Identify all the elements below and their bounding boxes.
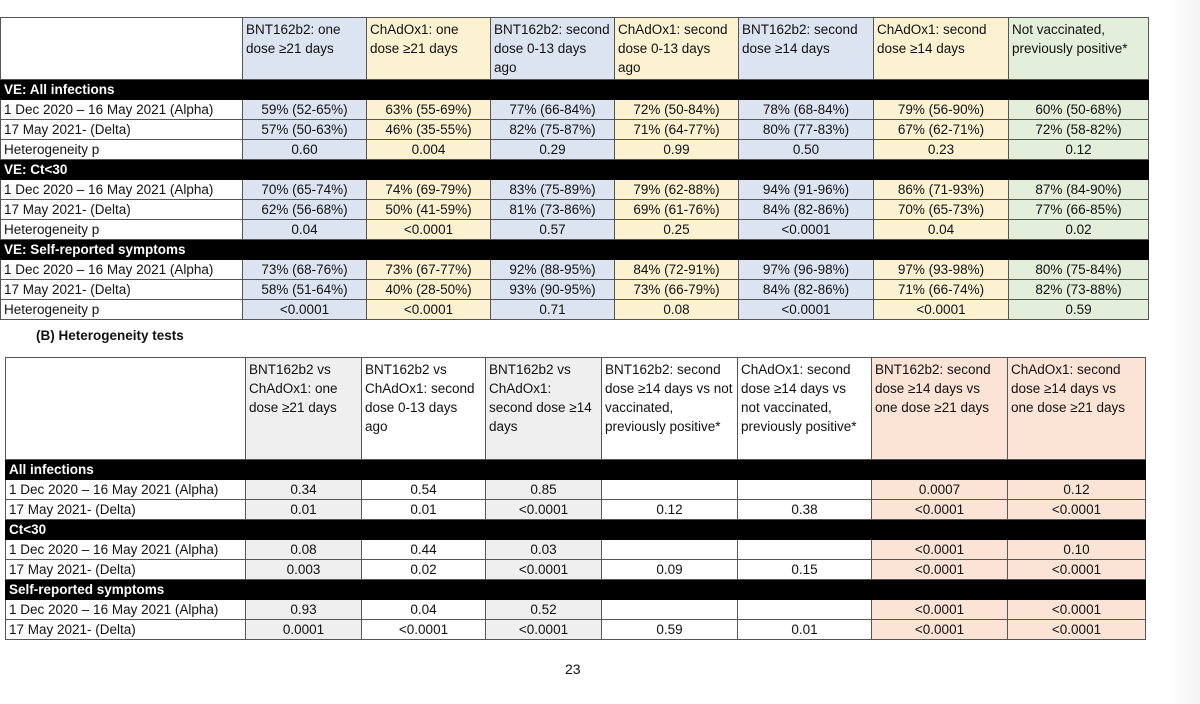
table-a-cell: 0.99 (615, 140, 739, 160)
table-b-column-header: ChAdOx1: second dose ≥14 days vs one dose ≥21 days (1008, 358, 1146, 460)
table-a-column-header: BNT162b2: second dose 0-13 days ago (491, 18, 615, 80)
table-a-row-label: Heterogeneity p (1, 300, 243, 320)
table-a-cell: 97% (96-98%) (739, 260, 874, 280)
table-a-section-title: VE: Ct<30 (1, 160, 1149, 180)
table-a-cell: 57% (50-63%) (243, 120, 367, 140)
table-a-cell: 40% (28-50%) (367, 280, 491, 300)
table-b-row-label: 17 May 2021- (Delta) (6, 560, 246, 580)
table-a-cell: 73% (66-79%) (615, 280, 739, 300)
table-b-cell: <0.0001 (872, 560, 1008, 580)
table-a-cell: 86% (71-93%) (874, 180, 1009, 200)
table-a-body (1, 18, 1149, 320)
table-b-cell: 0.0001 (246, 620, 362, 640)
table-a-cell: 83% (75-89%) (491, 180, 615, 200)
table-b-cell: <0.0001 (486, 620, 602, 640)
table-b-cell: 0.12 (1008, 480, 1146, 500)
table-a-cell: 73% (67-77%) (367, 260, 491, 280)
table-b-cell: 0.04 (362, 600, 486, 620)
table-a-row-label: 17 May 2021- (Delta) (1, 200, 243, 220)
table-b-cell: <0.0001 (362, 620, 486, 640)
table-a-section-row (1, 160, 1149, 180)
table-b-row-label: 1 Dec 2020 – 16 May 2021 (Alpha) (6, 480, 246, 500)
table-a-cell: 70% (65-73%) (874, 200, 1009, 220)
table-a-row-label: 1 Dec 2020 – 16 May 2021 (Alpha) (1, 260, 243, 280)
table-b-row-label: 1 Dec 2020 – 16 May 2021 (Alpha) (6, 540, 246, 560)
table-a-cell: 94% (91-96%) (739, 180, 874, 200)
table-a-header-row (1, 18, 1149, 80)
table-b-cell: 0.12 (602, 500, 738, 520)
table-a-cell: 77% (66-84%) (491, 100, 615, 120)
table-b-cell: 0.15 (738, 560, 872, 580)
table-b-section-title: Ct<30 (6, 520, 1146, 540)
table-a-cell: 82% (75-87%) (491, 120, 615, 140)
table-b-cell: 0.09 (602, 560, 738, 580)
table-a-cell: 0.29 (491, 140, 615, 160)
table-b-data-row (6, 600, 1146, 620)
table-a-column-header: BNT162b2: one dose ≥21 days (243, 18, 367, 80)
table-a-cell: 0.02 (1009, 220, 1149, 240)
table-a-column-header: ChAdOx1: second dose ≥14 days (874, 18, 1009, 80)
table-a-column-header: Not vaccinated, previously positive* (1009, 18, 1149, 80)
table-a-column-header: ChAdOx1: second dose 0-13 days ago (615, 18, 739, 80)
page-number: 23 (565, 661, 581, 677)
table-a-cell: 84% (82-86%) (739, 280, 874, 300)
table-a-cell: 77% (66-85%) (1009, 200, 1149, 220)
table-a-cell: 74% (69-79%) (367, 180, 491, 200)
table-a-row-label: 1 Dec 2020 – 16 May 2021 (Alpha) (1, 180, 243, 200)
table-b-cell: 0.08 (246, 540, 362, 560)
table-a-row-label: Heterogeneity p (1, 220, 243, 240)
table-b-cell: 0.54 (362, 480, 486, 500)
table-a-cell: 80% (77-83%) (739, 120, 874, 140)
table-b-section-title: All infections (6, 460, 1146, 480)
table-a-cell: 0.23 (874, 140, 1009, 160)
table-a-section-row (1, 240, 1149, 260)
table-a-column-header: ChAdOx1: one dose ≥21 days (367, 18, 491, 80)
table-a-cell: <0.0001 (739, 220, 874, 240)
table-b-cell (738, 540, 872, 560)
table-b-column-header: BNT162b2 vs ChAdOx1: second dose 0-13 days ago (362, 358, 486, 460)
table-a-cell: 69% (61-76%) (615, 200, 739, 220)
table-a-cell: 0.60 (243, 140, 367, 160)
table-a-cell: 71% (64-77%) (615, 120, 739, 140)
table-b-cell: <0.0001 (872, 600, 1008, 620)
table-b-data-row (6, 620, 1146, 640)
table-b-header-row (6, 358, 1146, 460)
table-b-cell: <0.0001 (486, 500, 602, 520)
table-a-data-row (1, 220, 1149, 240)
table-a-cell: 93% (90-95%) (491, 280, 615, 300)
table-a-cell: 0.59 (1009, 300, 1149, 320)
table-a-section-title: VE: All infections (1, 80, 1149, 100)
table-b-cell (602, 480, 738, 500)
table-b-row-label: 17 May 2021- (Delta) (6, 500, 246, 520)
table-a-cell: <0.0001 (874, 300, 1009, 320)
table-b-cell: 0.34 (246, 480, 362, 500)
table-a-cell: 79% (56-90%) (874, 100, 1009, 120)
table-b-cell: 0.03 (486, 540, 602, 560)
table-a-cell: 81% (73-86%) (491, 200, 615, 220)
table-b-section-title: Self-reported symptoms (6, 580, 1146, 600)
heterogeneity-tests-table (5, 357, 1146, 640)
table-b-cell: 0.44 (362, 540, 486, 560)
table-b-row-label: 1 Dec 2020 – 16 May 2021 (Alpha) (6, 600, 246, 620)
table-a-cell: 97% (93-98%) (874, 260, 1009, 280)
table-b-cell: 0.52 (486, 600, 602, 620)
table-b-column-header: BNT162b2: second dose ≥14 days vs one dose ≥21 days (872, 358, 1008, 460)
table-b-cell: 0.003 (246, 560, 362, 580)
table-a-data-row (1, 280, 1149, 300)
table-a-data-row (1, 260, 1149, 280)
table-a-cell: 0.004 (367, 140, 491, 160)
page-edge-shadow (1170, 0, 1200, 704)
table-a-cell: 62% (56-68%) (243, 200, 367, 220)
table-b-cell (602, 540, 738, 560)
table-a-cell: 0.57 (491, 220, 615, 240)
table-a-data-row (1, 100, 1149, 120)
table-a-cell: 87% (84-90%) (1009, 180, 1149, 200)
table-b-cell: 0.38 (738, 500, 872, 520)
table-a-data-row (1, 120, 1149, 140)
table-b-cell (602, 600, 738, 620)
table-b-cell: 0.93 (246, 600, 362, 620)
table-a-cell: <0.0001 (739, 300, 874, 320)
table-a-data-row (1, 300, 1149, 320)
table-b-section-row (6, 580, 1146, 600)
table-a-cell: 0.04 (874, 220, 1009, 240)
table-b-column-header: BNT162b2: second dose ≥14 days vs not vaccinated, previously positive* (602, 358, 738, 460)
table-a-data-row (1, 140, 1149, 160)
table-b-cell: 0.02 (362, 560, 486, 580)
table-a-cell: 63% (55-69%) (367, 100, 491, 120)
table-a-section-row (1, 80, 1149, 100)
table-b-cell: 0.01 (246, 500, 362, 520)
table-a-cell: 0.71 (491, 300, 615, 320)
table-a-cell: 71% (66-74%) (874, 280, 1009, 300)
table-b-cell: <0.0001 (872, 500, 1008, 520)
table-b-cell: <0.0001 (1008, 500, 1146, 520)
table-a-column-header: BNT162b2: second dose ≥14 days (739, 18, 874, 80)
table-b-cell: 0.01 (362, 500, 486, 520)
table-b-section-row (6, 520, 1146, 540)
table-a-cell: 67% (62-71%) (874, 120, 1009, 140)
table-a-cell: 84% (82-86%) (739, 200, 874, 220)
table-a-cell: <0.0001 (367, 300, 491, 320)
table-b-cell: <0.0001 (486, 560, 602, 580)
table-a-cell: 0.25 (615, 220, 739, 240)
table-a-data-row (1, 180, 1149, 200)
table-a-data-row (1, 200, 1149, 220)
table-b-data-row (6, 540, 1146, 560)
table-b-data-row (6, 480, 1146, 500)
table-a-cell: 78% (68-84%) (739, 100, 874, 120)
table-a-cell: <0.0001 (367, 220, 491, 240)
table-a-cell: 72% (50-84%) (615, 100, 739, 120)
table-b-cell: 0.0007 (872, 480, 1008, 500)
table-b-caption: (B) Heterogeneity tests (36, 328, 184, 343)
table-a-cell: 0.50 (739, 140, 874, 160)
table-a-cell: 60% (50-68%) (1009, 100, 1149, 120)
table-b-column-header: BNT162b2 vs ChAdOx1: second dose ≥14 days (486, 358, 602, 460)
table-a-column-header (1, 18, 243, 80)
table-a-cell: 59% (52-65%) (243, 100, 367, 120)
table-a-cell: 50% (41-59%) (367, 200, 491, 220)
table-a-cell: 0.12 (1009, 140, 1149, 160)
table-b-cell: <0.0001 (1008, 600, 1146, 620)
table-b-column-header: BNT162b2 vs ChAdOx1: one dose ≥21 days (246, 358, 362, 460)
table-b-section-row (6, 460, 1146, 480)
table-a-cell: 0.04 (243, 220, 367, 240)
table-a-cell: 84% (72-91%) (615, 260, 739, 280)
table-a-cell: 70% (65-74%) (243, 180, 367, 200)
table-a-cell: <0.0001 (243, 300, 367, 320)
table-b-data-row (6, 560, 1146, 580)
table-a-section-title: VE: Self-reported symptoms (1, 240, 1149, 260)
table-b-cell: <0.0001 (1008, 560, 1146, 580)
table-a-row-label: Heterogeneity p (1, 140, 243, 160)
table-b-data-row (6, 500, 1146, 520)
table-a-row-label: 1 Dec 2020 – 16 May 2021 (Alpha) (1, 100, 243, 120)
table-a-cell: 72% (58-82%) (1009, 120, 1149, 140)
table-a-cell: 79% (62-88%) (615, 180, 739, 200)
table-b-cell: 0.10 (1008, 540, 1146, 560)
table-b-cell: <0.0001 (1008, 620, 1146, 640)
table-a-row-label: 17 May 2021- (Delta) (1, 120, 243, 140)
table-b-column-header: ChAdOx1: second dose ≥14 days vs not vaccinated, previously positive* (738, 358, 872, 460)
table-a-cell: 92% (88-95%) (491, 260, 615, 280)
table-a-row-label: 17 May 2021- (Delta) (1, 280, 243, 300)
table-b-cell (738, 600, 872, 620)
table-a-cell: 58% (51-64%) (243, 280, 367, 300)
table-a-cell: 46% (35-55%) (367, 120, 491, 140)
table-b-column-header (6, 358, 246, 460)
table-a-cell: 82% (73-88%) (1009, 280, 1149, 300)
vaccine-effectiveness-table (0, 17, 1149, 320)
table-b-cell: <0.0001 (872, 540, 1008, 560)
table-a-cell: 0.08 (615, 300, 739, 320)
table-b-body (6, 358, 1146, 640)
table-b-cell (738, 480, 872, 500)
table-b-cell: <0.0001 (872, 620, 1008, 640)
table-a-cell: 73% (68-76%) (243, 260, 367, 280)
table-b-cell: 0.59 (602, 620, 738, 640)
table-a-cell: 80% (75-84%) (1009, 260, 1149, 280)
table-b-row-label: 17 May 2021- (Delta) (6, 620, 246, 640)
table-b-cell: 0.85 (486, 480, 602, 500)
table-b-cell: 0.01 (738, 620, 872, 640)
